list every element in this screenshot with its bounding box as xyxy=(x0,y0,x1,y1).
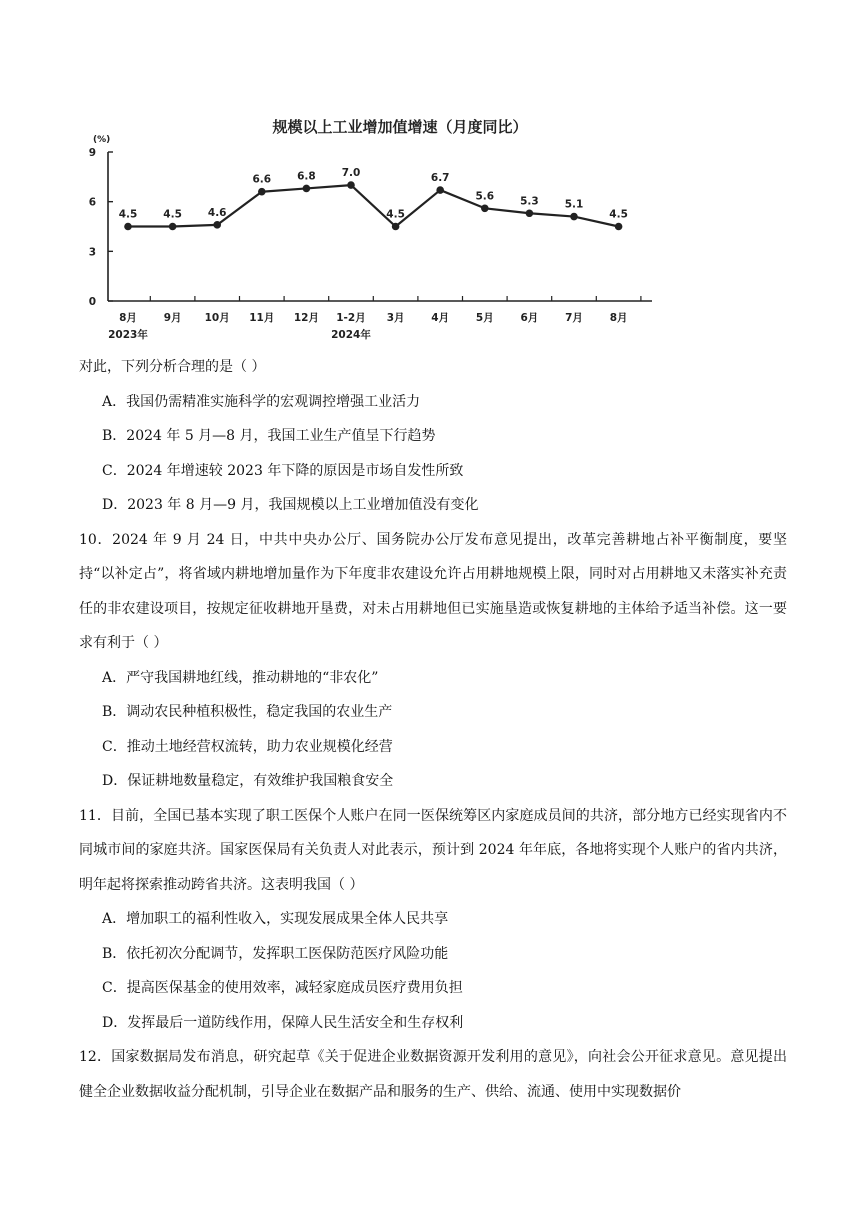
q11-option-a[interactable]: A．增加职工的福利性收入，实现发展成果全体人民共享 xyxy=(102,911,449,927)
q9-option-a[interactable]: A．我国仍需精准实施科学的宏观调控增强工业活力 xyxy=(102,393,421,410)
x-tick-label: 4月 xyxy=(431,312,450,324)
x-tick-label: 10月 xyxy=(204,312,230,324)
data-point xyxy=(347,181,355,189)
q10-option-c[interactable]: C．推动土地经营权流转，助力农业规模化经营 xyxy=(102,738,393,755)
data-point xyxy=(169,223,177,231)
q11-option-c[interactable]: C．提高医保基金的使用效率，减轻家庭成员医疗费用负担 xyxy=(102,980,463,996)
data-label: 4.5 xyxy=(163,208,182,221)
q11-stem: 11．目前，全国已基本实现了职工医保个人账户在同一医保统筹区内家庭成员间的共济，部分地方已经实现省内不同城市间的家庭共济。国家医保局有关负责人对此表示，预计到 2024 年年底，各地将实现个人账户的省内共济，明年起将探索推动跨省共济。这表明我国（ ） xyxy=(79,807,787,893)
data-label: 6.8 xyxy=(297,170,316,183)
x-tick-label: 3月 xyxy=(386,312,405,324)
x-tick-label: 7月 xyxy=(565,312,583,324)
line-chart xyxy=(60,110,680,350)
data-point xyxy=(436,186,444,194)
q11-option-d[interactable]: D．发挥最后一道防线作用，保障人民生活安全和生存权利 xyxy=(102,1014,464,1031)
x-year-label: 2024年 xyxy=(331,329,371,341)
data-point xyxy=(615,223,623,231)
x-tick-label: 9月 xyxy=(163,312,182,324)
series-line xyxy=(128,185,619,226)
x-tick-label: 5月 xyxy=(475,312,494,324)
q10-stem: 10．2024 年 9 月 24 日，中共中央办公厅、国务院办公厅发布意见提出，改革完善耕地占补平衡制度，要坚持“以补定占”，将省域内耕地增加量作为下年度非农建设允许占用耕地规模上限，同时对占用耕地又未落实补充责任的非农建设项目，按规定征收耕地开垦费，对未占用耕地但已实施垦造或恢复耕地的主体给予适当补偿。这一要求有利于（ ） xyxy=(79,531,787,651)
data-label: 6.7 xyxy=(430,172,450,185)
data-label: 5.3 xyxy=(520,195,539,208)
data-label: 5.6 xyxy=(475,190,495,203)
x-tick-label: 8月 xyxy=(119,312,137,324)
data-point xyxy=(392,223,400,231)
data-point xyxy=(303,185,311,193)
y-tick-label: 6 xyxy=(88,196,96,209)
q9-option-d[interactable]: D．2023 年 8 月—9 月，我国规模以上工业增加值没有变化 xyxy=(102,497,479,513)
data-label: 4.6 xyxy=(207,206,227,219)
y-tick-label: 3 xyxy=(88,246,96,259)
chart-title: 规模以上工业增加值增速（月度同比） xyxy=(272,118,528,136)
q12-stem: 12．国家数据局发布消息，研究起草《关于促进企业数据资源开发利用的意见》，向社会公开征求意见。意见提出健全企业数据收益分配机制，引导企业在数据产品和服务的生产、供给、流通、使用中实现数据价 xyxy=(79,1049,787,1100)
x-tick-label: 6月 xyxy=(520,312,539,324)
q10-option-a[interactable]: A．严守我国耕地红线，推动耕地的“非农化” xyxy=(102,669,379,686)
chart-canvas xyxy=(60,110,680,350)
y-unit-label: (%) xyxy=(93,135,111,145)
question-block xyxy=(79,350,787,1109)
x-tick-label: 1-2月 xyxy=(336,312,366,324)
y-tick-label: 9 xyxy=(88,147,96,159)
data-label: 7.0 xyxy=(341,167,361,180)
q10-option-b[interactable]: B．调动农民种植积极性，稳定我国的农业生产 xyxy=(102,704,393,720)
q9-stem: 对此，下列分析合理的是（ ） xyxy=(79,359,266,375)
data-label: 4.5 xyxy=(609,208,628,221)
x-tick-label: 11月 xyxy=(249,312,275,324)
q9-option-c[interactable]: C．2024 年增速较 2023 年下降的原因是市场自发性所致 xyxy=(102,462,464,479)
data-label: 6.6 xyxy=(252,173,272,186)
data-point xyxy=(481,204,489,212)
data-point xyxy=(570,213,578,221)
data-point xyxy=(526,209,534,217)
data-point xyxy=(124,223,132,231)
q10-option-d[interactable]: D．保证耕地数量稳定，有效维护我国粮食安全 xyxy=(102,773,394,789)
x-year-label: 2023年 xyxy=(108,329,148,341)
data-label: 4.5 xyxy=(386,208,405,221)
data-label: 4.5 xyxy=(118,208,138,221)
x-tick-label: 12月 xyxy=(293,312,319,324)
data-label: 5.1 xyxy=(564,198,584,211)
q11-option-b[interactable]: B．依托初次分配调节，发挥职工医保防范医疗风险功能 xyxy=(102,945,449,962)
data-point xyxy=(258,188,266,196)
x-tick-label: 8月 xyxy=(609,312,628,324)
y-tick-label: 0 xyxy=(88,296,96,308)
q9-option-b[interactable]: B．2024 年 5 月—8 月，我国工业生产值呈下行趋势 xyxy=(102,428,436,444)
data-point xyxy=(213,221,221,229)
